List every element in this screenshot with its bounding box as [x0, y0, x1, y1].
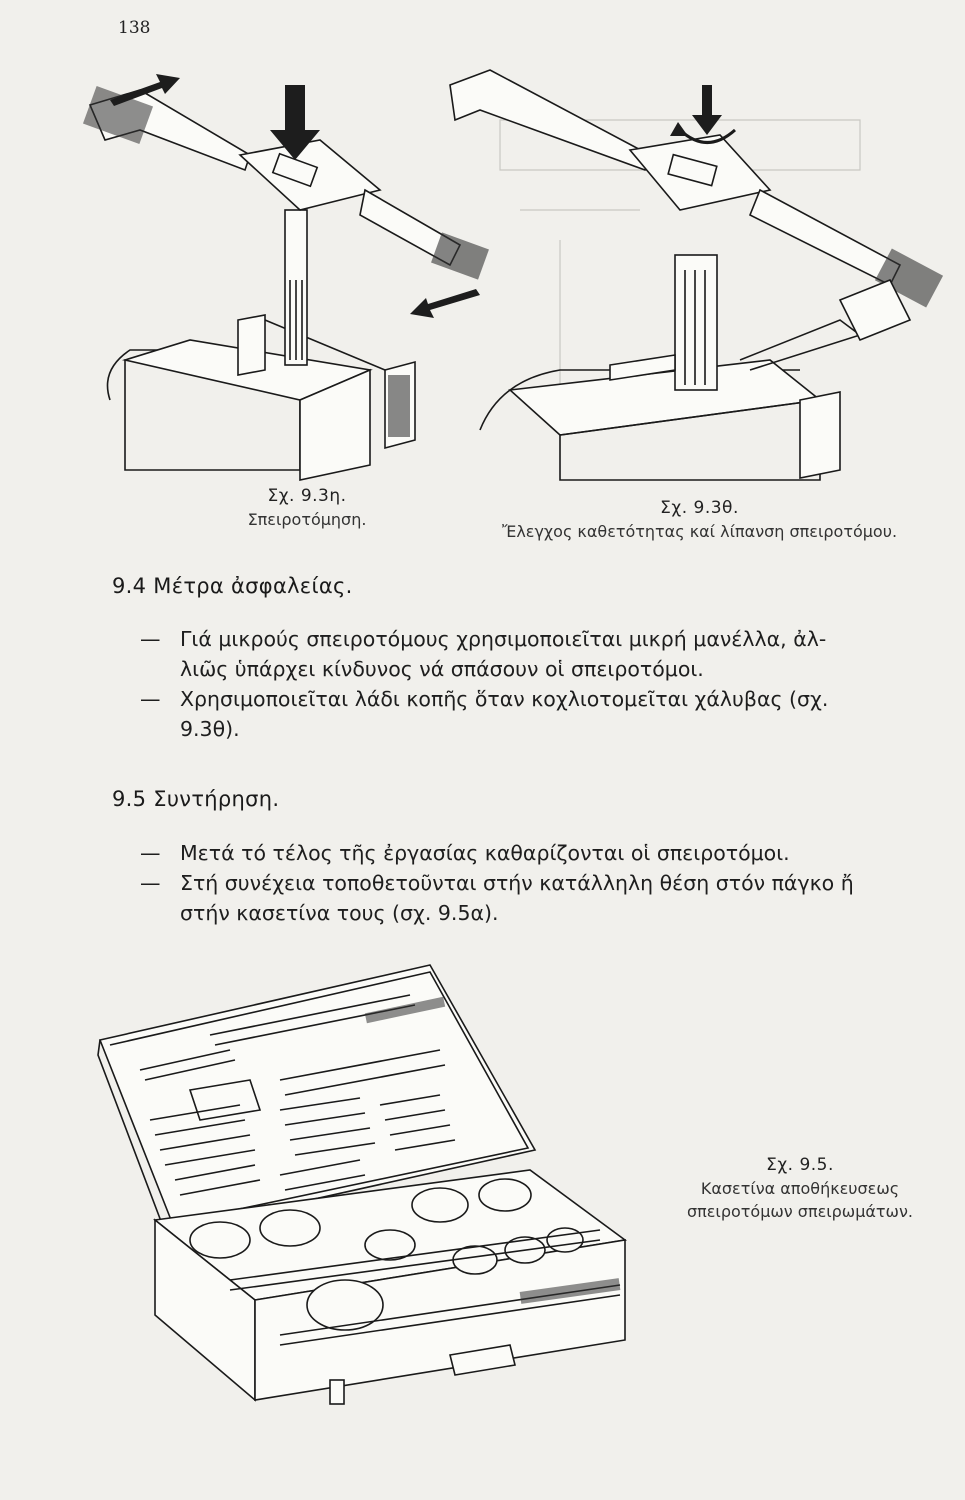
bullet-line: 9.3θ). [180, 717, 240, 741]
figure-label: Σχ. 9.5. [766, 1155, 834, 1175]
figure-9-3h-caption [232, 486, 382, 529]
tap-wrench-oil-can-illustration [440, 60, 950, 490]
bullet-item [140, 898, 930, 928]
figure-label: Σχ. 9.3θ. [660, 498, 739, 518]
bullet-item [140, 624, 930, 654]
tap-wrench-illustration [70, 70, 500, 490]
figure-caption: Ἔλεγχος καθετότητας καί λίπανση σπειροτόμου. [501, 522, 898, 541]
bullet-item [140, 838, 930, 868]
section-9-4-bullets [140, 624, 930, 744]
bullet-dash: — [140, 841, 161, 865]
figure-caption-line: Κασετίνα αποθήκευσεως [700, 1179, 900, 1198]
bullet-line: λιῶς ὑπάρχει κίνδυνος νά σπάσουν οἱ σπειροτόμοι. [180, 657, 704, 681]
section-heading: 9.4 Μέτρα ἀσφαλείας. [112, 574, 353, 598]
bullet-item [140, 868, 930, 898]
bullet-item [140, 684, 930, 714]
bullet-item [140, 714, 930, 744]
figure-caption-line: σπειροτόμων σπειρωμάτων. [687, 1202, 913, 1221]
figure-9-5-caption [660, 1155, 940, 1221]
page-number: 138 [118, 18, 151, 38]
tap-die-set-case-illustration [80, 960, 680, 1420]
bullet-line: Μετά τό τέλος τῆς ἐργασίας καθαρίζονται οἱ σπειροτόμοι. [180, 841, 790, 865]
bullet-dash: — [140, 627, 161, 651]
bullet-dash: — [140, 687, 161, 711]
section-heading: 9.5 Συντήρηση. [112, 787, 280, 811]
section-9-5-bullets [140, 838, 930, 928]
bullet-line: στήν κασετίνα τους (σχ. 9.5α). [180, 901, 499, 925]
bullet-line: Στή συνέχεια τοποθετοῦνται στήν κατάλληλη θέση στόν πάγκο ἤ [180, 871, 854, 895]
figure-label: Σχ. 9.3η. [267, 486, 347, 506]
bullet-dash: — [140, 871, 161, 895]
bullet-line: Χρησιμοποιεῖται λάδι κοπῆς ὅταν κοχλιοτομεῖται χάλυβας (σχ. [180, 687, 829, 711]
bullet-item [140, 654, 930, 684]
figure-9-3th-caption [462, 498, 937, 541]
bullet-line: Γιά μικρούς σπειροτόμους χρησιμοποιεῖται μικρή μανέλλα, ἀλ- [180, 627, 827, 651]
figure-caption: Σπειροτόμηση. [247, 510, 367, 529]
